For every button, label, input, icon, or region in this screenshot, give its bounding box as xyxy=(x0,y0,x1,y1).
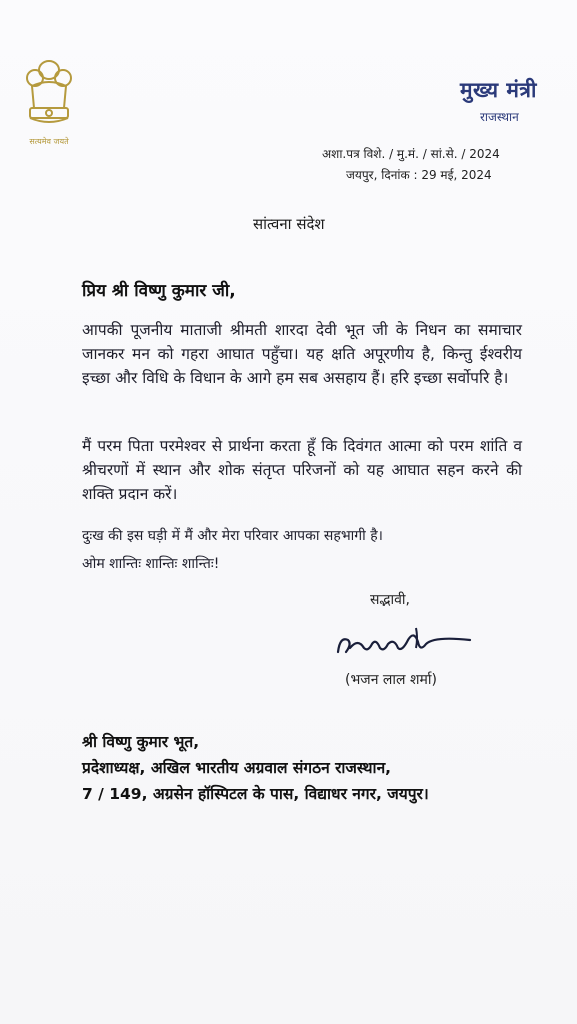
emblem-motto: सत्यमेव जयते xyxy=(29,137,69,146)
letter-heading: सांत्वना संदेश xyxy=(253,215,325,233)
signature-icon xyxy=(330,618,480,668)
paragraph-shanti: ओम शान्तिः शान्तिः शान्तिः! xyxy=(82,556,220,572)
paragraph-prayer: मैं परम पिता परमेश्वर से प्रार्थना करता हूँ कि दिवंगत आत्मा को परम शांति व श्रीचरणों में स्थान और शोक संतृप्त परिजनों को यह आघात सहन करने की शक्ति प्रदान करें। xyxy=(82,437,522,503)
paragraph-support: दुःख की इस घड़ी में मैं और मेरा परिवार आपका सहभागी है। xyxy=(82,528,383,544)
letterhead-state: राजस्थान xyxy=(480,110,519,124)
reference-number: अशा.पत्र विशे. / मु.मं. / सां.से. / 2024 xyxy=(322,147,500,161)
salutation: प्रिय श्री विष्णु कुमार जी, xyxy=(82,281,236,301)
paragraph-condolence: आपकी पूजनीय माताजी श्रीमती शारदा देवी भूत जी के निधन का समाचार जानकर मन को गहरा आघात पहुँचा। यह क्षति अपूरणीय है, किन्तु ईश्वरीय इच्छा और विधि के विधान के आगे हम सब असहाय हैं। हरि इच्छा सर्वोपरि है। xyxy=(82,321,522,387)
letterhead-title: मुख्य मंत्री xyxy=(460,78,537,102)
national-emblem-icon xyxy=(18,56,80,148)
signer-name: (भजन लाल शर्मा) xyxy=(345,672,437,688)
address-line-1: श्री विष्णु कुमार भूत, xyxy=(82,733,200,751)
date-line: जयपुर, दिनांक : 29 मई, 2024 xyxy=(346,168,492,182)
address-line-3: 7 / 149, अग्रसेन हॉस्पिटल के पास, विद्याधर नगर, जयपुर। xyxy=(82,785,429,803)
address-line-2: प्रदेशाध्यक्ष, अखिल भारतीय अग्रवाल संगठन राजस्थान, xyxy=(82,759,392,777)
closing: सद्भावी, xyxy=(370,592,410,608)
